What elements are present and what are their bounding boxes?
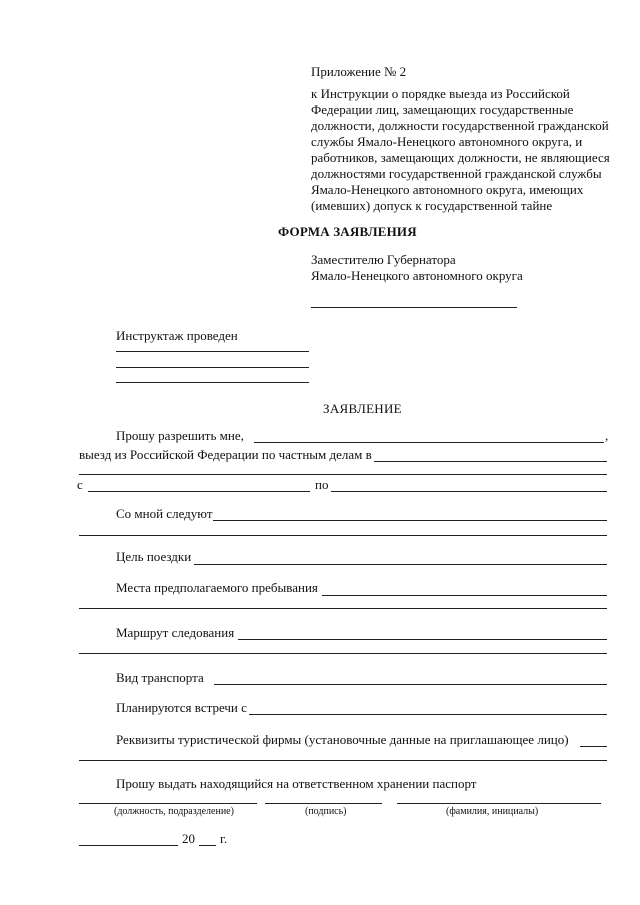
purpose-blank[interactable] bbox=[194, 564, 607, 565]
addressee-line-2: Ямало-Ненецкого автономного округа bbox=[311, 268, 523, 283]
purpose-label: Цель поездки bbox=[116, 549, 192, 564]
signature-blank[interactable] bbox=[265, 803, 382, 804]
passport-label: Прошу выдать находящийся на ответственном хранении паспорт bbox=[116, 776, 477, 791]
appendix-line: Федерации лиц, замещающих государственные bbox=[311, 102, 574, 117]
statement-title: ЗАЯВЛЕНИЕ bbox=[323, 401, 402, 416]
transport-label: Вид транспорта bbox=[116, 670, 204, 685]
name-blank[interactable] bbox=[254, 442, 604, 443]
briefing-blank-2[interactable] bbox=[116, 367, 309, 368]
appendix-text bbox=[311, 86, 611, 214]
meetings-blank[interactable] bbox=[249, 714, 607, 715]
from-label: с bbox=[77, 477, 83, 492]
fullname-blank[interactable] bbox=[397, 803, 601, 804]
briefing-blank-1[interactable] bbox=[116, 351, 309, 352]
country-blank[interactable] bbox=[374, 461, 607, 462]
appendix-line: (имевших) допуск к государственной тайне bbox=[311, 198, 553, 213]
fullname-caption: (фамилия, инициалы) bbox=[446, 806, 539, 817]
request-comma: , bbox=[605, 428, 609, 443]
date-year-suffix: г. bbox=[220, 831, 228, 846]
date-year-prefix: 20 bbox=[182, 831, 195, 846]
agency-blank-2[interactable] bbox=[79, 760, 607, 761]
date-day-month-blank[interactable] bbox=[79, 845, 178, 846]
appendix-line: должности, должности государственной гражданской bbox=[311, 118, 609, 133]
companions-blank-2[interactable] bbox=[79, 535, 607, 536]
places-blank-2[interactable] bbox=[79, 608, 607, 609]
route-blank-2[interactable] bbox=[79, 653, 607, 654]
briefing-blank-3[interactable] bbox=[116, 382, 309, 383]
meetings-label: Планируются встречи с bbox=[116, 700, 247, 715]
position-caption: (должность, подразделение) bbox=[114, 806, 234, 817]
departure-blank-2[interactable] bbox=[79, 474, 607, 475]
briefing-label: Инструктаж проведен bbox=[116, 328, 238, 343]
departure-label: выезд из Российской Федерации по частным делам в bbox=[79, 447, 372, 462]
appendix-line: работников, замещающих должности, не являющиеся bbox=[311, 150, 610, 165]
date-year-blank[interactable] bbox=[199, 845, 216, 846]
to-label: по bbox=[315, 477, 329, 492]
to-date-blank[interactable] bbox=[331, 491, 607, 492]
position-blank[interactable] bbox=[79, 803, 257, 804]
request-label: Прошу разрешить мне, bbox=[116, 428, 244, 443]
appendix-line: службы Ямало-Ненецкого автономного округа, и bbox=[311, 134, 583, 149]
form-heading: ФОРМА ЗАЯВЛЕНИЯ bbox=[278, 224, 417, 239]
appendix-title: Приложение № 2 bbox=[311, 64, 407, 79]
addressee-blank[interactable] bbox=[311, 307, 517, 308]
places-label: Места предполагаемого пребывания bbox=[116, 580, 318, 595]
companions-blank[interactable] bbox=[213, 520, 607, 521]
agency-label: Реквизиты туристической фирмы (установочные данные на приглашающее лицо) bbox=[116, 732, 569, 747]
transport-blank[interactable] bbox=[214, 684, 607, 685]
route-label: Маршрут следования bbox=[116, 625, 235, 640]
companions-label: Со мной следуют bbox=[116, 506, 213, 521]
signature-caption: (подпись) bbox=[305, 806, 347, 817]
appendix-line: Ямало-Ненецкого автономного округа, имеющих bbox=[311, 182, 584, 197]
route-blank[interactable] bbox=[238, 639, 607, 640]
addressee-line-1: Заместителю Губернатора bbox=[311, 252, 456, 267]
appendix-line: должностями государственной гражданской службы bbox=[311, 166, 602, 181]
appendix-line: к Инструкции о порядке выезда из Российской bbox=[311, 86, 570, 101]
agency-blank[interactable] bbox=[580, 746, 607, 747]
from-date-blank[interactable] bbox=[88, 491, 310, 492]
places-blank[interactable] bbox=[322, 595, 607, 596]
